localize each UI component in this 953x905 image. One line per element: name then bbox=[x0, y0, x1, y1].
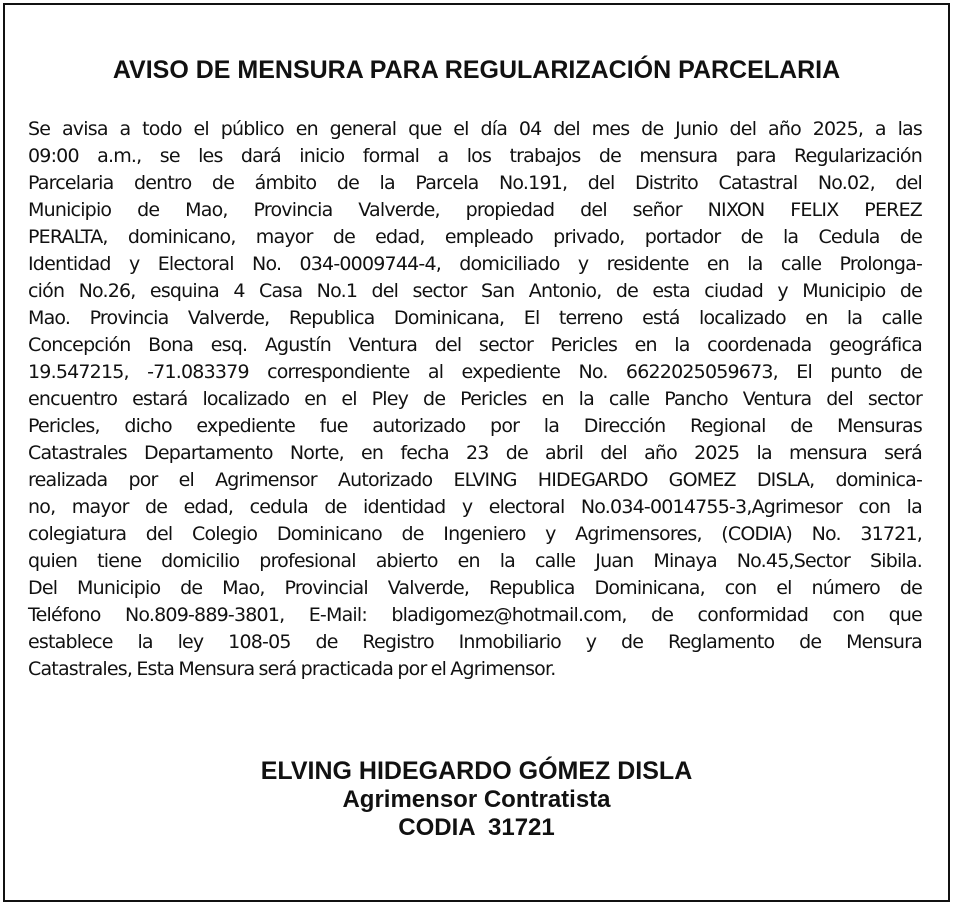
signature-block bbox=[0, 757, 953, 842]
body-line: Se avisa a todo el público en general que el día 04 del mes de Junio del año 2025, a las bbox=[28, 118, 922, 140]
body-line: Catastrales, Esta Mensura será practicada por el Agrimensor. bbox=[28, 658, 556, 680]
body-line: Parcelaria dentro de ámbito de la Parcela No.191, del Distrito Catastral No.02, del bbox=[28, 172, 922, 194]
signature-codia: CODIA 31721 bbox=[398, 814, 555, 841]
body-line: establece la ley 108-05 de Registro Inmobiliario y de Reglamento de Mensura bbox=[28, 631, 922, 653]
signature-role: Agrimensor Contratista bbox=[342, 786, 611, 813]
notice-body bbox=[28, 116, 922, 683]
body-line: realizada por el Agrimensor Autorizado ELVING HIDEGARDO GOMEZ DISLA, dominica- bbox=[28, 469, 922, 491]
body-line: Teléfono No.809-889-3801, E-Mail: bladigomez@hotmail.com, de conformidad con que bbox=[28, 604, 922, 626]
notice-title: AVISO DE MENSURA PARA REGULARIZACIÓN PARCELARIA bbox=[112, 56, 841, 84]
body-line: Del Municipio de Mao, Provincial Valverde, Republica Dominicana, con el número de bbox=[28, 577, 922, 599]
body-line: ción No.26, esquina 4 Casa No.1 del sector San Antonio, de esta ciudad y Municipio de bbox=[28, 280, 922, 302]
body-line: encuentro estará localizado en el Pley de Pericles en la calle Pancho Ventura del sector bbox=[28, 388, 922, 410]
body-line: 09:00 a.m., se les dará inicio formal a los trabajos de mensura para Regularización bbox=[28, 145, 922, 167]
body-line: colegiatura del Colegio Dominicano de Ingeniero y Agrimensores, (CODIA) No. 31721, bbox=[28, 523, 922, 545]
body-line: quien tiene domicilio profesional abierto en la calle Juan Minaya No.45,Sector Sibila. bbox=[28, 550, 922, 572]
signature-name: ELVING HIDEGARDO GÓMEZ DISLA bbox=[260, 757, 693, 785]
body-line: Mao. Provincia Valverde, Republica Dominicana, El terreno está localizado en la calle bbox=[28, 307, 922, 329]
body-line: Pericles, dicho expediente fue autorizado por la Dirección Regional de Mensuras bbox=[28, 415, 922, 437]
body-line: no, mayor de edad, cedula de identidad y electoral No.034-0014755-3,Agrimesor con la bbox=[28, 496, 922, 518]
body-line: Identidad y Electoral No. 034-0009744-4, domiciliado y residente en la calle Prolonga- bbox=[28, 253, 922, 275]
body-line: 19.547215, -71.083379 correspondiente al expediente No. 6622025059673, El punto de bbox=[28, 361, 922, 383]
body-line: Municipio de Mao, Provincia Valverde, propiedad del señor NIXON FELIX PEREZ bbox=[28, 199, 922, 221]
body-line: Concepción Bona esq. Agustín Ventura del sector Pericles en la coordenada geográfica bbox=[28, 334, 922, 356]
body-line: Catastrales Departamento Norte, en fecha 23 de abril del año 2025 la mensura será bbox=[28, 442, 922, 464]
body-line: PERALTA, dominicano, mayor de edad, empleado privado, portador de la Cedula de bbox=[28, 226, 922, 248]
